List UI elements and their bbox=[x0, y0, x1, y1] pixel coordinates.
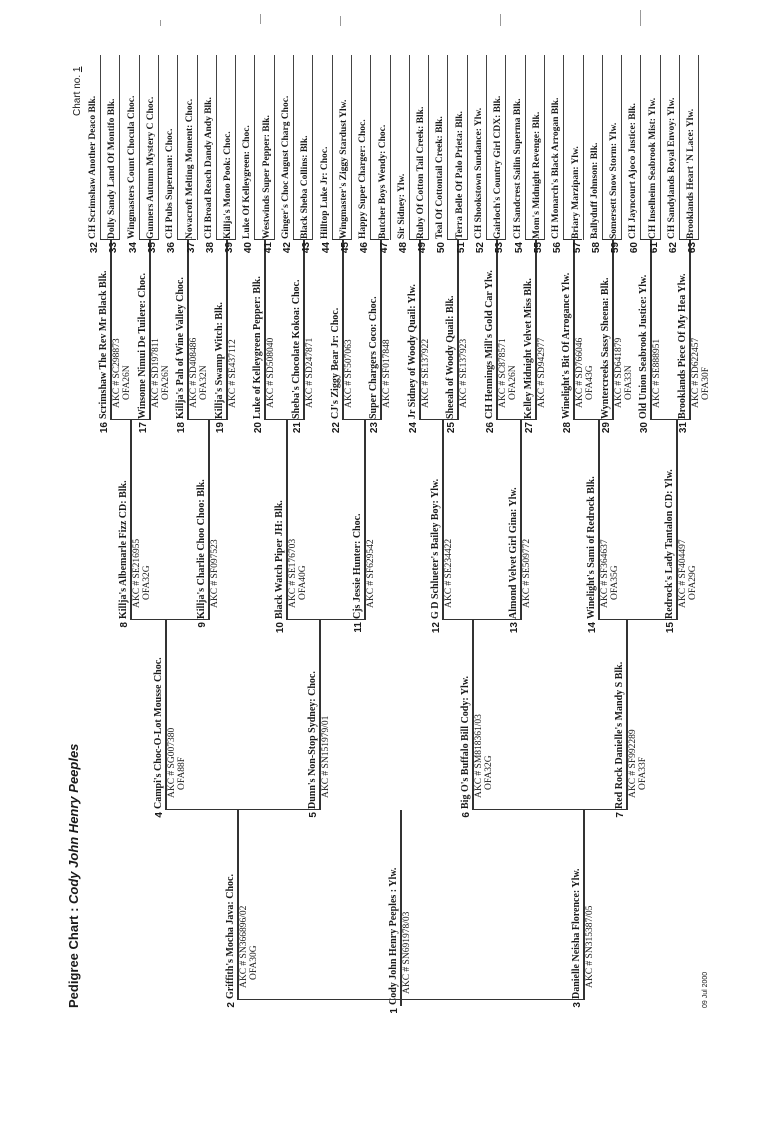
entry-number: 42 bbox=[282, 242, 293, 254]
entry-line bbox=[428, 55, 429, 240]
akc-number: AKC # SE137923 bbox=[459, 338, 470, 408]
entry-line bbox=[409, 55, 410, 240]
dog-name: Black Sheba Collins: Blk. bbox=[300, 135, 311, 239]
dog-name: Griffith's Mocha Java: Choc. bbox=[225, 874, 236, 999]
bracket-line bbox=[264, 419, 303, 420]
dog-name: Winelight's Sami of Redrock Blk. bbox=[586, 476, 597, 619]
entry-number: 55 bbox=[532, 242, 544, 254]
dog-name: Teal Of Cottontail Creek: Blk. bbox=[435, 116, 446, 239]
dog-name: CH Inselheim Seabrook Mist: Ylw. bbox=[647, 97, 658, 239]
entry-number: 59 bbox=[610, 242, 622, 254]
entry-number: 31 bbox=[678, 422, 689, 434]
dog-name: Cjs Jessie Hunter: Choc. bbox=[352, 513, 363, 619]
dog-name: Ballyduff Johnson: Blk. bbox=[589, 142, 600, 239]
dog-name: Big O's Buffalo Bill Cody: Ylw. bbox=[460, 676, 471, 809]
page-title bbox=[66, 744, 81, 1008]
dog-name: Luke of Kelleygreen Pepper: Blk. bbox=[252, 276, 264, 419]
entry-number: 8 bbox=[119, 622, 130, 628]
entry-number: 53 bbox=[494, 242, 506, 254]
entry-number: 44 bbox=[320, 242, 332, 254]
entry-number: 14 bbox=[587, 622, 598, 634]
entry-number: 19 bbox=[214, 422, 226, 434]
entry-line bbox=[197, 55, 198, 240]
bracket-line bbox=[237, 999, 583, 1000]
entry-line bbox=[486, 55, 487, 240]
dog-name: Kelley Midnight Velvet Miss Blk. bbox=[522, 278, 534, 419]
entry-number: 52 bbox=[475, 242, 486, 254]
ofa-rating: OFA32G bbox=[142, 565, 152, 600]
akc-number: AKC # SD766046 bbox=[575, 337, 586, 408]
entry-number: 47 bbox=[378, 242, 390, 254]
dog-name: Terra Belle Of Palo Prieta: Blk. bbox=[454, 111, 465, 239]
scan-mark bbox=[340, 16, 341, 26]
entry-number: 21 bbox=[292, 422, 303, 434]
entry-number: 10 bbox=[275, 622, 286, 634]
dog-name: Scrimshaw The Rev Mr Black Blk. bbox=[98, 270, 109, 419]
entry-number: 33 bbox=[108, 242, 120, 254]
entry-number: 30 bbox=[639, 422, 651, 434]
dog-name: Wyntercreeks Sassy Sheena: Blk. bbox=[599, 277, 611, 419]
akc-number: AKC # SD508040 bbox=[266, 337, 277, 408]
ofa-rating: OFA26N bbox=[122, 365, 132, 400]
entry-number: 22 bbox=[330, 422, 342, 434]
entry-line bbox=[505, 55, 506, 240]
entry-number: 7 bbox=[614, 812, 626, 818]
dog-name: Killja's Mono Pook: Choc. bbox=[223, 131, 234, 239]
entry-number: 1 bbox=[389, 1008, 400, 1014]
dog-name: Novacroft Melting Moment: Choc. bbox=[184, 98, 195, 239]
entry-line bbox=[370, 55, 371, 240]
ofa-rating: OFA33F bbox=[637, 756, 648, 790]
akc-number: AKC # SF507063 bbox=[343, 339, 354, 408]
entry-number: 40 bbox=[243, 242, 255, 254]
entry-number: 45 bbox=[339, 242, 351, 254]
bracket-line bbox=[216, 239, 235, 240]
bracket-line bbox=[679, 239, 698, 240]
dog-name: CH Hennings Mill's Gold Car Ylw. bbox=[484, 270, 495, 419]
bracket-line bbox=[342, 419, 381, 420]
entry-line bbox=[100, 55, 101, 240]
akc-number: AKC # SG007380 bbox=[167, 727, 177, 798]
entry-line bbox=[660, 55, 661, 240]
ofa-rating: OFA30F bbox=[701, 366, 711, 400]
chart-number bbox=[72, 67, 83, 116]
entry-number: 38 bbox=[204, 242, 216, 254]
entry-number: 5 bbox=[307, 812, 319, 818]
entry-line bbox=[158, 55, 159, 240]
dog-name: Super Chargers Coco: Choc. bbox=[368, 296, 380, 419]
bracket-line bbox=[165, 809, 319, 810]
entry-number: 11 bbox=[353, 622, 364, 633]
entry-number: 20 bbox=[253, 422, 265, 434]
dog-name: CH Sandcrest Sailin Superma Blk. bbox=[512, 98, 523, 239]
entry-line bbox=[621, 55, 622, 240]
dog-name: Sheba's Chocolate Kokoa: Choc. bbox=[291, 279, 302, 419]
bracket-line bbox=[563, 239, 582, 240]
dog-name: Westwinds Super Pepper: Blk. bbox=[261, 115, 272, 239]
dog-name: Somersett Snow Storm: Ylw. bbox=[609, 122, 620, 239]
dog-name: Winsome Nimui De Tuilere: Choc. bbox=[136, 272, 148, 419]
akc-number: AKC # SE888951 bbox=[652, 338, 663, 408]
entry-line bbox=[390, 55, 391, 240]
dog-name: Red Rock Danielle's Mandy S Blk. bbox=[613, 661, 625, 809]
dog-name: CH Sandylands Royal Envoy: Ylw. bbox=[667, 97, 677, 239]
bracket-line bbox=[486, 239, 505, 240]
entry-number: 46 bbox=[359, 242, 371, 254]
entry-number: 25 bbox=[446, 422, 458, 434]
bracket-line bbox=[472, 809, 626, 810]
dog-name: Killja's Swamp Witch: Blk. bbox=[213, 302, 225, 419]
entry-number: 6 bbox=[461, 812, 472, 818]
akc-number: AKC # SF097523 bbox=[210, 539, 220, 608]
entry-number: 62 bbox=[668, 242, 679, 254]
entry-line bbox=[139, 55, 140, 240]
dog-name: Gunners Autumn Mystery C Choc. bbox=[145, 96, 156, 239]
bracket-line bbox=[130, 619, 208, 620]
bracket-line bbox=[286, 619, 364, 620]
entry-line bbox=[254, 55, 255, 240]
akc-number: AKC # SE176703 bbox=[288, 538, 298, 608]
dog-name: Killja's Albemarle Fizz CD: Blk. bbox=[118, 480, 129, 619]
entry-line bbox=[602, 55, 603, 240]
entry-number: 34 bbox=[127, 242, 139, 254]
akc-number: AKC # SD247871 bbox=[305, 337, 315, 408]
bracket-line bbox=[332, 239, 351, 240]
entry-line bbox=[119, 55, 120, 240]
ofa-rating: OFA32N bbox=[199, 365, 210, 400]
akc-number: AKC # SC878571 bbox=[498, 338, 508, 408]
ofa-rating: OFA26N bbox=[508, 365, 518, 400]
entry-number: 15 bbox=[665, 622, 676, 634]
entry-number: 50 bbox=[436, 242, 448, 254]
dog-name: Wingmasters Count Chocula Choc. bbox=[126, 95, 137, 239]
dog-name: CH Pubs Superman: Choc. bbox=[165, 128, 176, 239]
entry-line bbox=[467, 55, 468, 240]
akc-number: AKC # SE437112 bbox=[227, 339, 238, 408]
dog-name: Black Watch Piper JH: Blk. bbox=[274, 500, 285, 619]
bracket-line bbox=[110, 419, 149, 420]
entry-number: 24 bbox=[407, 422, 419, 434]
akc-number: AKC # SC298873 bbox=[112, 338, 122, 408]
dog-name: Dunn's Non-Stop Sydney: Choc. bbox=[306, 671, 318, 809]
scan-mark bbox=[260, 14, 261, 24]
entry-line bbox=[177, 55, 178, 240]
title-prefix: Pedigree Chart : bbox=[66, 903, 81, 1008]
dog-name: Briary Marzipan: Ylw. bbox=[570, 146, 581, 239]
entry-number: 35 bbox=[146, 242, 158, 254]
akc-number: AKC # SF629542 bbox=[366, 539, 376, 608]
entry-number: 37 bbox=[185, 242, 197, 254]
entry-number: 3 bbox=[572, 1002, 583, 1008]
entry-number: 36 bbox=[166, 242, 178, 254]
bracket-line bbox=[602, 239, 621, 240]
bracket-line bbox=[640, 239, 659, 240]
entry-number: 49 bbox=[417, 242, 429, 254]
akc-number: AKC # SF992289 bbox=[627, 729, 638, 798]
entry-number: 63 bbox=[687, 242, 699, 254]
akc-number: AKC # SD408486 bbox=[189, 337, 200, 408]
dog-name: Luke Of Kelleygreen: Choc. bbox=[242, 125, 253, 239]
bracket-line bbox=[254, 239, 273, 240]
bracket-line bbox=[650, 419, 689, 420]
bracket-line bbox=[442, 619, 520, 620]
bracket-line bbox=[100, 239, 119, 240]
entry-number: 56 bbox=[552, 242, 564, 254]
dog-name: CH Scrimshaw Another Deaco Blk. bbox=[88, 95, 98, 239]
akc-number: AKC # SF017848 bbox=[382, 339, 393, 408]
dog-name: CJ's Ziggy Bear Jr: Choc. bbox=[329, 307, 341, 419]
bracket-line bbox=[370, 239, 389, 240]
dog-name: G D Schlueter's Bailey Boy: Ylw. bbox=[430, 478, 441, 619]
entry-number: 12 bbox=[431, 622, 442, 634]
entry-number: 18 bbox=[176, 422, 188, 434]
dog-name: Happy Super Charger: Choc. bbox=[358, 119, 369, 239]
entry-number: 2 bbox=[226, 1002, 237, 1008]
dog-name: CH Broad Reach Dandy Andy Blk. bbox=[203, 97, 214, 239]
scan-mark bbox=[160, 20, 161, 26]
dog-name: Killja's Pah of Wine Valley Choc. bbox=[175, 277, 187, 419]
entry-number: 28 bbox=[562, 422, 574, 434]
entry-number: 39 bbox=[224, 242, 236, 254]
entry-number: 57 bbox=[571, 242, 583, 254]
entry-number: 48 bbox=[397, 242, 409, 254]
dog-name: Gairloch's Country Girl CDX: Blk. bbox=[493, 95, 504, 239]
entry-line bbox=[563, 55, 564, 240]
entry-number: 61 bbox=[648, 242, 660, 254]
entry-line bbox=[351, 55, 352, 240]
akc-number: AKC # SE216955 bbox=[132, 538, 142, 608]
entry-line bbox=[544, 55, 545, 240]
bracket-line bbox=[177, 239, 196, 240]
dog-name: Killja's Charlie Choo Choo: Blk. bbox=[196, 479, 207, 619]
bracket-line bbox=[419, 419, 458, 420]
entry-number: 58 bbox=[590, 242, 602, 254]
entry-number: 32 bbox=[89, 242, 100, 254]
ofa-rating: OFA29G bbox=[688, 565, 698, 600]
entry-number: 51 bbox=[455, 242, 467, 254]
subject-name: Cody John Henry Peeples bbox=[66, 743, 81, 904]
ofa-rating: OFA26N bbox=[160, 365, 171, 400]
dog-name: Ruby Of Cotton Tail Creek: Blk. bbox=[416, 106, 427, 239]
entry-line bbox=[235, 55, 236, 240]
akc-number: AKC # SE234422 bbox=[444, 538, 454, 608]
bracket-line bbox=[409, 239, 428, 240]
entry-number: 54 bbox=[513, 242, 525, 254]
akc-number: AKC # SF404497 bbox=[678, 539, 688, 608]
ofa-rating: OFA88F bbox=[177, 756, 187, 790]
bracket-line bbox=[573, 419, 612, 420]
akc-number: AKC # SD622457 bbox=[691, 337, 701, 408]
dog-name: Danielle Neisha Florence: Ylw. bbox=[571, 868, 582, 999]
dog-name: Brooklands Heart 'N Lace: Ylw. bbox=[686, 108, 697, 239]
dog-name: Mom's Midnight Revenge: Blk. bbox=[531, 111, 542, 239]
dog-name: CH Shookstown Sundance: Ylw. bbox=[474, 107, 484, 239]
akc-number: AKC # SF364637 bbox=[600, 539, 610, 608]
ofa-rating: OFA43G bbox=[585, 365, 596, 400]
bracket-line bbox=[525, 239, 544, 240]
entry-number: 43 bbox=[301, 242, 313, 254]
dog-name: Old Union Seabrook Justice: Ylw. bbox=[638, 274, 650, 419]
entry-line bbox=[698, 55, 699, 240]
akc-number: AKC # SE137922 bbox=[420, 338, 431, 408]
entry-line bbox=[640, 55, 641, 240]
dog-name: Almond Velvet Girl Gina: Ylw. bbox=[508, 487, 519, 619]
entry-line bbox=[293, 55, 294, 240]
entry-number: 29 bbox=[600, 422, 612, 434]
akc-number: AKC # SE509772 bbox=[522, 538, 532, 608]
print-date: 09 Jul 2000 bbox=[702, 971, 709, 1008]
entry-number: 16 bbox=[99, 422, 110, 434]
dog-name: Wingmaster's Ziggy Stardust Ylw. bbox=[338, 99, 349, 239]
dog-name: Jr Sidney of Woody Quail: Ylw. bbox=[406, 284, 418, 419]
entry-line bbox=[525, 55, 526, 240]
entry-number: 9 bbox=[197, 622, 208, 628]
bracket-line bbox=[447, 239, 466, 240]
akc-number: AKC # SD641879 bbox=[613, 337, 624, 408]
akc-number: AKC # SD197811 bbox=[150, 338, 161, 408]
akc-number: AKC # SN315387/05 bbox=[585, 905, 595, 988]
entry-number: 23 bbox=[369, 422, 381, 434]
scan-mark bbox=[640, 10, 641, 26]
ofa-rating: OFA40G bbox=[298, 565, 308, 600]
akc-number: AKC # SN366896/02 bbox=[239, 905, 249, 988]
entry-number: 13 bbox=[509, 622, 520, 634]
dog-name: Sheeah of Woody Quail: Blk. bbox=[445, 295, 457, 419]
entry-number: 26 bbox=[485, 422, 496, 434]
entry-number: 60 bbox=[629, 242, 641, 254]
akc-number: AKC # SN691978/03 bbox=[402, 911, 412, 994]
ofa-rating: OFA35G bbox=[610, 565, 620, 600]
akc-number: AKC # SN151979/01 bbox=[320, 715, 331, 798]
entry-number: 41 bbox=[262, 242, 274, 254]
bracket-line bbox=[139, 239, 158, 240]
entry-number: 4 bbox=[154, 812, 165, 818]
dog-name: Winelight's Bit Of Arrogance Ylw. bbox=[561, 272, 573, 419]
bracket-line bbox=[496, 419, 535, 420]
ofa-rating: OFA30G bbox=[249, 945, 259, 980]
entry-line bbox=[332, 55, 333, 240]
bracket-line bbox=[598, 619, 676, 620]
akc-number: AKC # SM818361/03 bbox=[474, 714, 484, 798]
entry-line bbox=[583, 55, 584, 240]
dog-name: Campi's Choc-O-Lot Mousse Choc. bbox=[153, 657, 164, 809]
entry-line bbox=[216, 55, 217, 240]
bracket-line bbox=[293, 239, 312, 240]
dog-name: Cody John Henry Peeples : Ylw. bbox=[388, 867, 399, 1005]
dog-name: CH Jayncourt Ajoco Justice: Blk. bbox=[628, 103, 639, 239]
dog-name: Sir Sidney: Ylw. bbox=[396, 173, 407, 239]
entry-line bbox=[274, 55, 275, 240]
ofa-rating: OFA33N bbox=[623, 365, 634, 400]
dog-name: Brooklands Piece Of My Hea Ylw. bbox=[677, 273, 688, 419]
entry-number: 27 bbox=[523, 422, 535, 434]
chart-number-value: 1 bbox=[72, 66, 83, 73]
bracket-line bbox=[187, 419, 226, 420]
scan-mark bbox=[500, 14, 501, 26]
chart-number-label: Chart no. bbox=[72, 72, 83, 116]
dog-name: Ginger's Choc August Charg Choc. bbox=[281, 95, 291, 239]
entry-line bbox=[312, 55, 313, 240]
dog-name: CH Monarch's Black Arrogan Blk. bbox=[551, 97, 562, 239]
dog-name: Hilltop Luke Jr: Choc. bbox=[319, 146, 330, 239]
dog-name: Redrock's Lady Tantalon CD: Ylw. bbox=[664, 469, 675, 619]
entry-number: 17 bbox=[137, 422, 149, 434]
ofa-rating: OFA32G bbox=[484, 755, 494, 790]
entry-line bbox=[679, 55, 680, 240]
entry-line bbox=[447, 55, 448, 240]
dog-name: Dolly Sandy Land Of Montifo Blk. bbox=[107, 98, 118, 239]
dog-name: Butcher Boys Wendy: Choc. bbox=[377, 124, 388, 239]
akc-number: AKC # SD942977 bbox=[536, 337, 547, 408]
